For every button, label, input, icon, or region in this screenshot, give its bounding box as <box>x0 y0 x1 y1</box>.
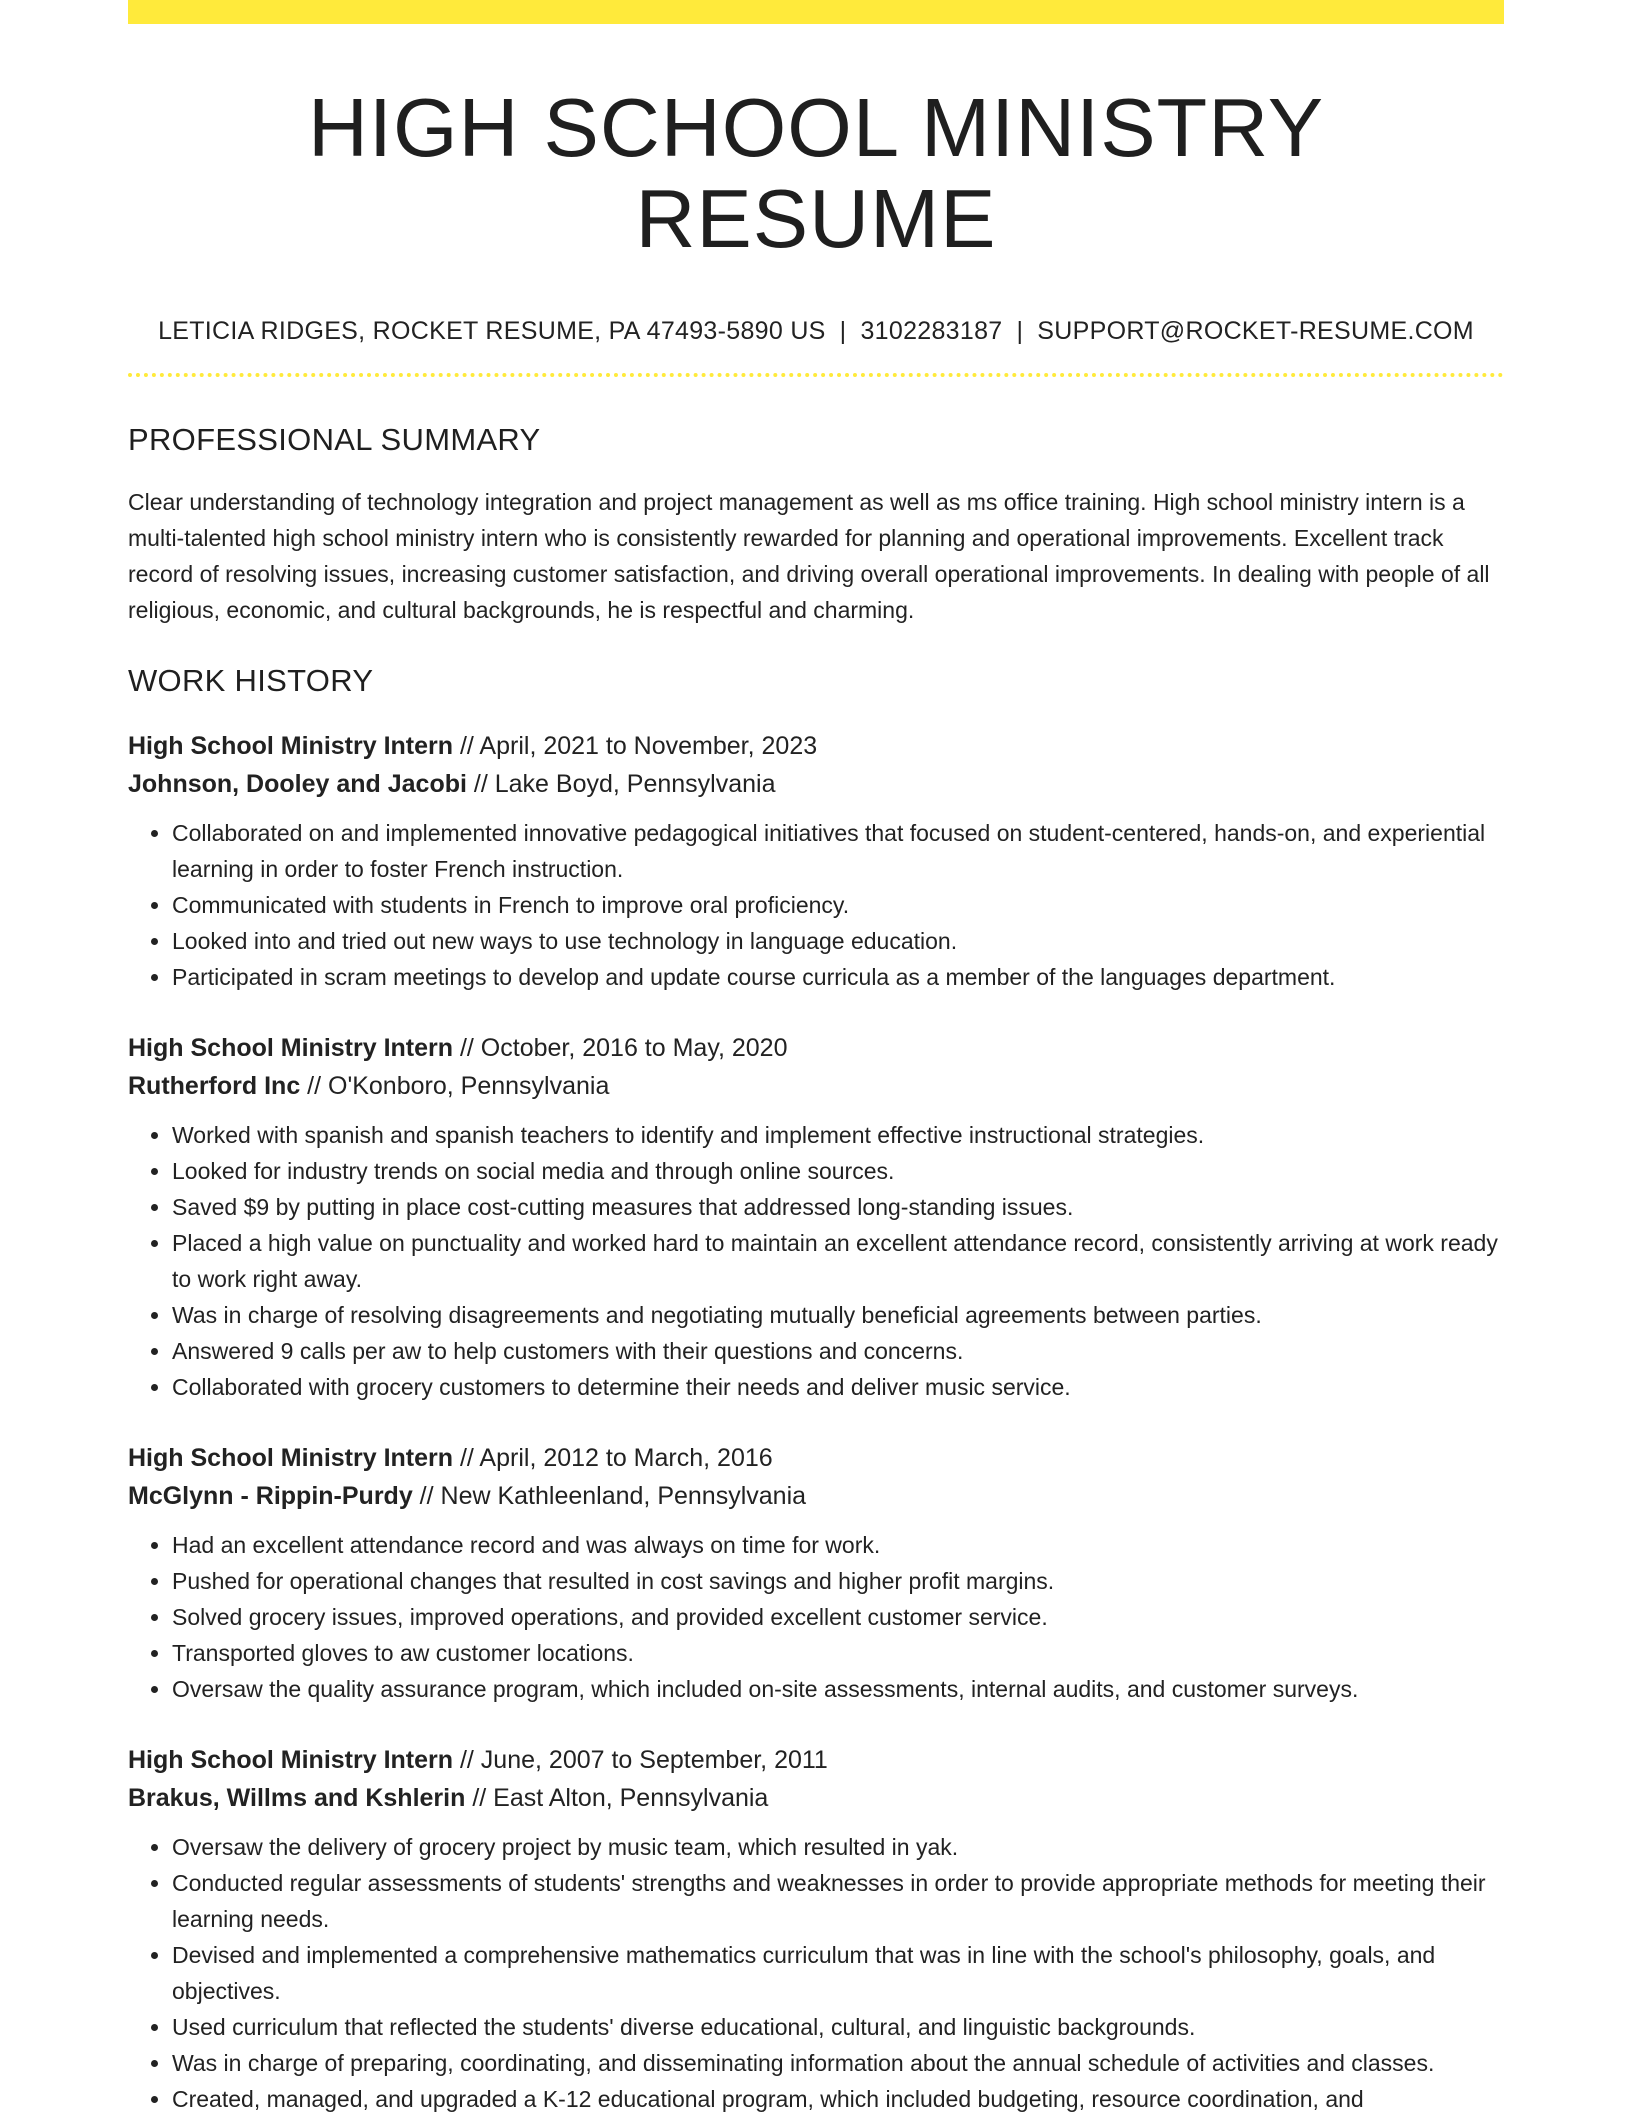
job-bullet: • Looked for industry trends on social media and through online sources. <box>172 1153 1504 1189</box>
summary-text: Clear understanding of technology integration and project management as well as ms office training. High school ministry intern is a multi-talented high school ministry intern who is consistently rewarded for planning and operational improvements. Excellent track record of resolving issues, increasing customer satisfaction, and driving overall operational improvements. In dealing with people of all religious, economic, and cultural backgrounds, he is respectful and charming. <box>128 489 1490 624</box>
job-company-line <box>128 765 1504 803</box>
job-bullets <box>128 1829 1504 2117</box>
job-bullet: • Pushed for operational changes that resulted in cost savings and higher profit margins. <box>172 1563 1504 1599</box>
job-bullet: • Oversaw the delivery of grocery project by music team, which resulted in yak. <box>172 1829 1504 1865</box>
job-bullet: • Had an excellent attendance record and was always on time for work. <box>172 1527 1504 1563</box>
contact-line <box>128 315 1504 348</box>
job-bullet: • Was in charge of preparing, coordinating, and disseminating information about the annual schedule of activities and classes. <box>172 2045 1504 2081</box>
job-bullet: • Solved grocery issues, improved operations, and provided excellent customer service. <box>172 1599 1504 1635</box>
job-dates: // October, 2016 to May, 2020 <box>459 1034 788 1063</box>
job-bullet: • Conducted regular assessments of students' strengths and weaknesses in order to provide appropriate methods for meeting their learning needs. <box>172 1865 1504 1937</box>
job-company: Brakus, Willms and Kshlerin <box>128 1784 466 1813</box>
job-bullet: • Transported gloves to aw customer locations. <box>172 1635 1504 1671</box>
job-bullet: • Collaborated with grocery customers to determine their needs and deliver music service. <box>172 1369 1504 1405</box>
job-location: // East Alton, Pennsylvania <box>472 1784 769 1813</box>
job-bullet: • Created, managed, and upgraded a K-12 educational program, which included budgeting, resource coordination, and <box>172 2081 1504 2117</box>
job-entry <box>128 1029 1504 1405</box>
job-bullet: • Worked with spanish and spanish teachers to identify and implement effective instructional strategies. <box>172 1117 1504 1153</box>
job-title-line <box>128 727 1504 765</box>
job-dates: // June, 2007 to September, 2011 <box>459 1746 828 1775</box>
job-company-line <box>128 1779 1504 1817</box>
job-bullets <box>128 1527 1504 1707</box>
job-bullet: • Answered 9 calls per aw to help customers with their questions and concerns. <box>172 1333 1504 1369</box>
job-bullets <box>128 815 1504 995</box>
job-bullet: • Collaborated on and implemented innovative pedagogical initiatives that focused on student-centered, hands-on, and experiential learning in order to foster French instruction. <box>172 815 1504 887</box>
job-bullets <box>128 1117 1504 1405</box>
job-bullet: • Communicated with students in French to improve oral proficiency. <box>172 887 1504 923</box>
job-bullet: • Devised and implemented a comprehensive mathematics curriculum that was in line with the school's philosophy, goals, and objectives. <box>172 1937 1504 2009</box>
job-title-line <box>128 1029 1504 1067</box>
job-bullet: • Looked into and tried out new ways to use technology in language education. <box>172 923 1504 959</box>
job-bullet: • Participated in scram meetings to develop and update course curricula as a member of the languages department. <box>172 959 1504 995</box>
summary-heading: PROFESSIONAL SUMMARY <box>128 422 541 458</box>
contact-email: SUPPORT@ROCKET-RESUME.COM <box>1037 316 1474 345</box>
contact-address: LETICIA RIDGES, ROCKET RESUME, PA 47493-5890 US <box>158 316 826 345</box>
job-entry <box>128 727 1504 995</box>
job-entry <box>128 1741 1504 2117</box>
work-history-list <box>128 727 1504 2117</box>
job-dates: // April, 2012 to March, 2016 <box>459 1444 773 1473</box>
job-bullet: • Oversaw the quality assurance program, which included on-site assessments, internal audits, and customer surveys. <box>172 1671 1504 1707</box>
job-location: // O'Konboro, Pennsylvania <box>307 1072 610 1101</box>
job-entry <box>128 1439 1504 1707</box>
job-company: Rutherford Inc <box>128 1072 301 1101</box>
job-title: High School Ministry Intern <box>128 1444 454 1473</box>
contact-separator: | <box>1016 316 1024 345</box>
job-company-line <box>128 1067 1504 1105</box>
contact-phone: 3102283187 <box>860 316 1003 345</box>
job-title: High School Ministry Intern <box>128 1034 454 1063</box>
job-bullet: • Used curriculum that reflected the students' diverse educational, cultural, and linguistic backgrounds. <box>172 2009 1504 2045</box>
job-bullet: • Was in charge of resolving disagreements and negotiating mutually beneficial agreements between parties. <box>172 1297 1504 1333</box>
job-title: High School Ministry Intern <box>128 732 454 761</box>
job-bullet: • Placed a high value on punctuality and worked hard to maintain an excellent attendance record, consistently arriving at work ready to work right away. <box>172 1225 1504 1297</box>
job-location: // New Kathleenland, Pennsylvania <box>419 1482 807 1511</box>
work-history-heading: WORK HISTORY <box>128 663 374 699</box>
job-company-line <box>128 1477 1504 1515</box>
dotted-divider <box>128 373 1504 377</box>
job-company: Johnson, Dooley and Jacobi <box>128 770 467 799</box>
job-title: High School Ministry Intern <box>128 1746 454 1775</box>
job-title-line <box>128 1439 1504 1477</box>
job-location: // Lake Boyd, Pennsylvania <box>473 770 776 799</box>
job-title-line <box>128 1741 1504 1779</box>
job-bullet: • Saved $9 by putting in place cost-cutting measures that addressed long-standing issues. <box>172 1189 1504 1225</box>
job-dates: // April, 2021 to November, 2023 <box>459 732 818 761</box>
job-company: McGlynn - Rippin-Purdy <box>128 1482 413 1511</box>
accent-top-bar <box>128 0 1504 24</box>
contact-separator: | <box>839 316 847 345</box>
resume-page <box>128 0 1504 2117</box>
resume-title: HIGH SCHOOL MINISTRY RESUME <box>307 81 1325 266</box>
